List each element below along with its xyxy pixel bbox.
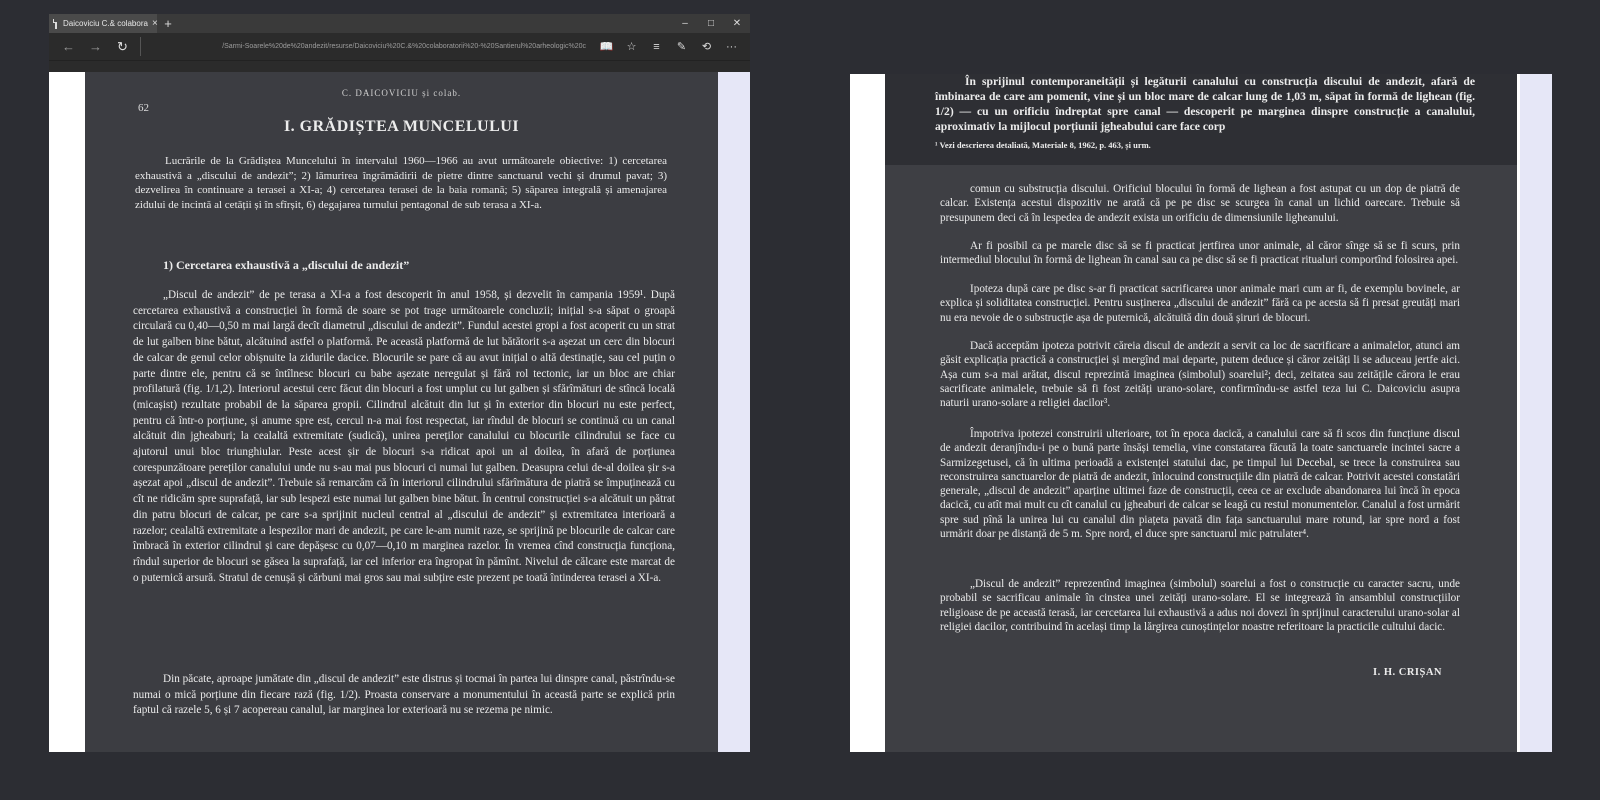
address-bar[interactable] xyxy=(140,37,590,56)
document-icon xyxy=(55,19,57,29)
body-paragraph: „Discul de andezit” de pe terasa a XI-a a fost descoperit în anul 1958, și dezvelit în campania 1959¹. După cercetarea exhaustivă a construcției în formă de soare se pot trage următoarele concluzii; inițial s-a săpat o groapă circulară cu 0,40—0,50 m mai largă decît diametrul „discului de andezit”. Fundul acestei gropi a fost acoperit cu un strat de lut galben bine bătut, alcătuind astfel o platformă. Pe această platformă de lut bătătorit s-a așezat un cerc din blocuri de calcar de genul celor obișnuite la zidurile dacice. Blocurile se pare că au avut inițial o altă destinație, sau cel puțin o parte dintre ele, pentru că se întîlnesc blocuri cu babe așezate neregulat și fără rol tectonic, iar un bloc are chiar profilatură (fig. 1/1,2). Interiorul acestui cerc făcut din blocuri a fost umplut cu lut galben și sfărîmături de stîncă locală (micașist) rezultate probabil de la săparea gropii. Cilindrul alcătuit din lut și în exterior din blocuri nu este perfect, pentru că într-o porțiune, și anume spre est, cercul n-a mai fost respectat, iar rîndul de blocuri se continuă cu un canal alcătuit din jgheaburi; la cealaltă extremitate (sudică), unirea pereților canalului cu blocurile cilindrului se face cu ajutorul unui bloc triunghiular. Peste acest șir de blocuri s-a ridicat apoi un al doilea, în afară de porțiunea corespunzătoare pereților canalului unde nu s-au mai pus blocuri ci numai lut galben. Deasupra celui de-al doilea șir s-a așezat apoi „discul de andezit”. Trebuie să remarcăm că în interiorul cilindrului sfărîmătura de piatră se împuținează cu cît ne ridicăm spre suprafață, iar sub lespezi este numai lut galben bine bătut. În centrul construcției s-a alcătuit un pătrat din patru blocuri de calcar, pe care s-a sprijinit nucleul central al „discului de andezit” și extremitatea interioară a razelor; cealaltă extremitate a lespezilor mari de andezit, pe care le-am numit raze, se sprijină pe blocurile de calcar care îmbracă în exterior cilindrul și care depășesc cu 0,07—0,10 m marginea razelor. În vremea cînd construcția funcționa, rîndul superior de blocuri se găsea la suprafață, iar cel inferior era îngropat în pămînt. Nivelul de călcare este marcat de o puternică arsură. Stratul de cenușă și cărbuni mai gros sau mai subțire este prezent pe toată întinderea terasei a XI-a. xyxy=(133,289,675,584)
maximize-button[interactable]: □ xyxy=(707,18,715,29)
paragraph-2: Ar fi posibil ca pe marele disc să se fi practicat jertfirea unor animale, al căror sînge să se fi scurs, prin intermediul blocului în formă de lighean în canal sau ca pe disc să se fi practicat ritualuri comportînd folosirea apei. xyxy=(940,240,1460,267)
paragraph-3: Ipoteza după care pe disc s-ar fi practicat sacrificarea unor animale mari cum ar fi, de exemplu bovinele, ar explica și soliditatea construcției. Pentru susținerea „discului de andezit” fără ca pe acesta să fi presat greutăți mari nu era nevoie de o substrucție așa de puternică, alcătuită din două șiruri de blocuri. xyxy=(940,283,1460,324)
window-controls xyxy=(672,14,750,33)
minimize-button[interactable]: – xyxy=(682,18,688,29)
running-head: C. DAICOVICIU și colab. xyxy=(341,88,462,98)
browser-window xyxy=(49,14,750,752)
reading-view-icon[interactable]: 📖 xyxy=(599,41,614,53)
chapter-title: I. GRĂDIȘTEA MUNCELULUI xyxy=(283,118,520,135)
hub-icon[interactable]: ≡ xyxy=(653,40,660,53)
title-bar xyxy=(49,14,750,33)
close-window-button[interactable]: ✕ xyxy=(732,18,742,29)
paragraph-5: Împotriva ipotezei construirii ulterioare, tot în epoca dacică, a canalului care să fi scos din funcțiune discul de andezit deranjîndu-i pe o bună parte însăși temelia, vine constatarea făcută la toate sanctuarele incintei sacre a Sarmizegetusei, că în ultima perioadă a existenței statului dac, pe timpul lui Decebal, se trece la construirea sau reconstruirea sanctuarelor de piatră de andezit, înlocuind construcțiile din piatră de calcar. Potrivit acestei constatări generale, „discul de andezit” aparține ultimei faze de construcții, ceea ce ar exclude abandonarea lui încă în epoca dacică, cu atît mai mult cu cît canalul cu jgheaburi de calcar se leagă cu restul monumentelor. Canalul a fost urmărit spre sud pînă la unirea lui cu canalul din piațeta pavată din fața sanctuarului mare rotund, iar spre nord a fost urmărit doar pe distanță de 5 m. Spre nord, el duce spre sanctuarul mic patrulater⁴. xyxy=(940,428,1460,541)
scanned-page-right xyxy=(885,74,1517,752)
browser-toolbar xyxy=(49,33,750,61)
more-icon[interactable]: ··· xyxy=(726,40,737,53)
pdf-viewer[interactable] xyxy=(49,72,750,752)
footnote: ¹ Vezi descrierea detaliată, Materiale 8, 1962, p. 463, și urm. xyxy=(935,140,1151,150)
scanned-page-left xyxy=(85,72,718,752)
tab-title: Daicoviciu C.& colabora xyxy=(63,19,148,28)
body-paragraph-2: Din păcate, aproape jumătate din „discul de andezit” este distrus și tocmai în partea lui dinspre canal, păstrîndu-se numai o mică porțiune din fiecare rază (fig. 1/2). Proasta conservare a monumentului în această parte se explică prin faptul că razele 5, 6 și 7 acopereau canalul, iar marginea lor exterioară nu se rezema pe nimic. xyxy=(133,673,675,717)
paragraph-4: Dacă acceptăm ipoteza potrivit căreia discul de andezit a servit ca loc de sacrificare a animalelor, atunci am găsit explicația practică a construcției și mergînd mai departe, putem deduce și căror zeități li se aduceau jertfe aici. Așa cum s-a mai arătat, discul reprezintă imaginea (simbolul) soarelui²; deci, zeitatea sau zeitățile cărora le erau sacrificate animalele, trebuie să fi fost zeități urano-solare, confirmîndu-se astfel teza lui C. Daicoviciu asupra naturii urano-solare a religiei dacilor³. xyxy=(940,340,1460,410)
share-icon[interactable]: ⟲ xyxy=(701,41,712,53)
refresh-icon[interactable]: ↻ xyxy=(117,38,128,54)
tab-close-button[interactable]: × xyxy=(151,18,158,29)
page-number: 62 xyxy=(138,102,149,114)
top-paragraph: În sprijinul contemporaneității și legăturii canalului cu construcția discului de andezit, afară de îmbinarea de care am pomenit, vine și un bloc mare de calcar lung de 1,03 m, săpat în formă de lighean (fig. 1/2) — cu un orificiu îndreptat spre canal — descoperit pe marginea dinspre construcție a canalului, aproximativ la mijlocul porțiunii jgheabului care face corp xyxy=(935,75,1475,133)
page-margin xyxy=(1520,74,1552,752)
browser-tab[interactable] xyxy=(49,14,157,33)
viewer-margin xyxy=(718,72,750,752)
author-signature: I. H. CRIȘAN xyxy=(1372,667,1442,678)
web-note-icon[interactable]: ✎ xyxy=(676,41,687,53)
back-icon[interactable]: ← xyxy=(62,39,75,54)
new-tab-button[interactable]: + xyxy=(164,16,172,31)
address-text[interactable]: /Sarmi-Soarele%20de%20andezit/resurse/Daicoviciu%20C.&%20colaboratorii%20-%20Santierul%20arheologic%20c xyxy=(222,43,586,50)
section-title: 1) Cercetarea exhaustivă a „discului de andezit” xyxy=(163,258,410,272)
forward-icon[interactable]: → xyxy=(89,39,102,54)
paragraph-6: „Discul de andezit” reprezentînd imaginea (simbolul) soarelui a fost o construcție cu caracter sacru, unde probabil se sacrificau animale în cinstea unei zeități urano-solare. El se integrează în ansamblul construcțiilor religioase de pe această terasă, iar cercetarea lui exhaustivă a adus noi dovezi în sprijinul caracterului urano-solar al religiei dacilor, contribuind în același timp la lărgirea cunoștințelor noastre referitoare la practicile cultului dacic. xyxy=(940,578,1460,633)
favorite-star-icon[interactable]: ☆ xyxy=(626,41,637,53)
paragraph-1: comun cu substrucția discului. Orificiul blocului în formă de lighean a fost astupat cu un dop de piatră de calcar. Existența acestui dispozitiv ne arată că pe pe disc se scurgea în canal un lichid oarecare. Trebuie să presupunem deci că în lespedea de andezit exista un orificiu de dimensiunile ligheanului. xyxy=(940,183,1460,224)
intro-paragraph: Lucrările de la Grădiștea Muncelului în intervalul 1960—1966 au avut următoarele obiective: 1) cercetarea exhaustivă a „discului de andezit”; 2) lămurirea îngrămădirii de pietre dintre sanctuarul vechi și drumul pavat; 3) dezvelirea în continuare a terasei a XI-a; 4) cercetarea terasei de la baia romană; 5) săparea integrală și amenajarea zidului de incintă al cetății și în sfîrșit, 6) degajarea turnului pentagonal de sub terasa a XI-a. xyxy=(135,155,667,211)
scanned-page-right-frame xyxy=(850,74,1552,752)
